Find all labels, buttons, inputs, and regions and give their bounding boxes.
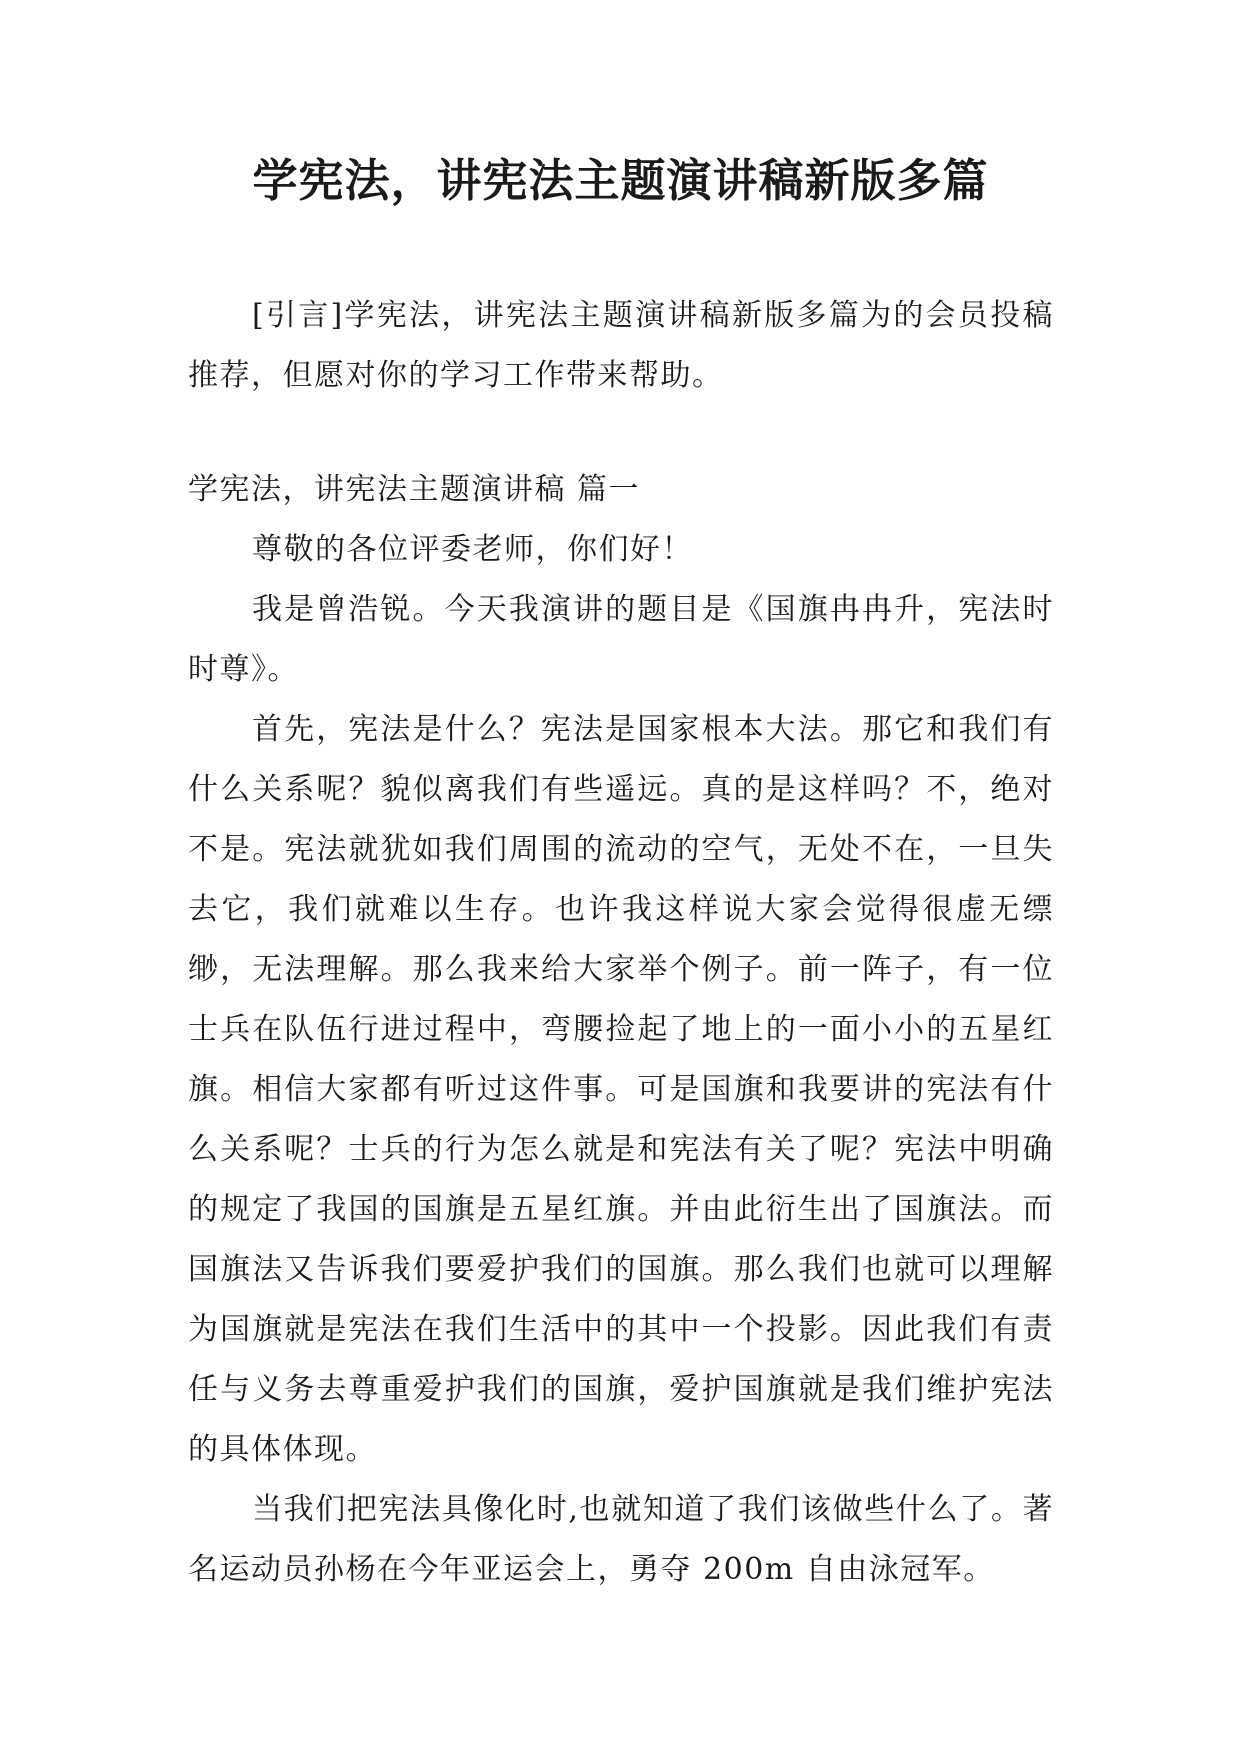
salutation-paragraph: 尊敬的各位评委老师，你们好！ (252, 532, 693, 567)
intro-paragraph: [引言]学宪法，讲宪法主题演讲稿新版多篇为的会员投稿推荐，但愿对你的学习工作带来帮助。 (188, 298, 1054, 393)
section-heading: 学宪法，讲宪法主题演讲稿 篇一 (188, 472, 641, 507)
body-paragraph: 我是曾浩锐。今天我演讲的题目是《国旗冉冉升，宪法时时尊》。 (188, 592, 1054, 687)
body-paragraph: 首先，宪法是什么？宪法是国家根本大法。那它和我们有什么关系呢？貌似离我们有些遥远。真的是这样吗？不，绝对不是。宪法就犹如我们周围的流动的空气，无处不在，一旦失去它，我们就难以生存。也许我这样说大家会觉得很虚无缥缈，无法理解。那么我来给大家举个例子。前一阵子，有一位士兵在队伍行进过程中，弯腰捡起了地上的一面小小的五星红旗。相信大家都有听过这件事。可是国旗和我要讲的宪法有什么关系呢？士兵的行为怎么就是和宪法有关了呢？宪法中明确的规定了我国的国旗是五星红旗。并由此衍生出了国旗法。而国旗法又告诉我们要爱护我们的国旗。那么我们也就可以理解为国旗就是宪法在我们生活中的其中一个投影。因此我们有责任与义务去尊重爱护我们的国旗，爱护国旗就是我们维护宪法的具体体现。 (188, 712, 1054, 1467)
body-paragraph: 当我们把宪法具像化时,也就知道了我们该做些什么了。著名运动员孙杨在今年亚运会上，勇夺 200m 自由泳冠军。 (188, 1492, 1054, 1587)
document-title: 学宪法，讲宪法主题演讲稿新版多篇 (252, 154, 989, 207)
